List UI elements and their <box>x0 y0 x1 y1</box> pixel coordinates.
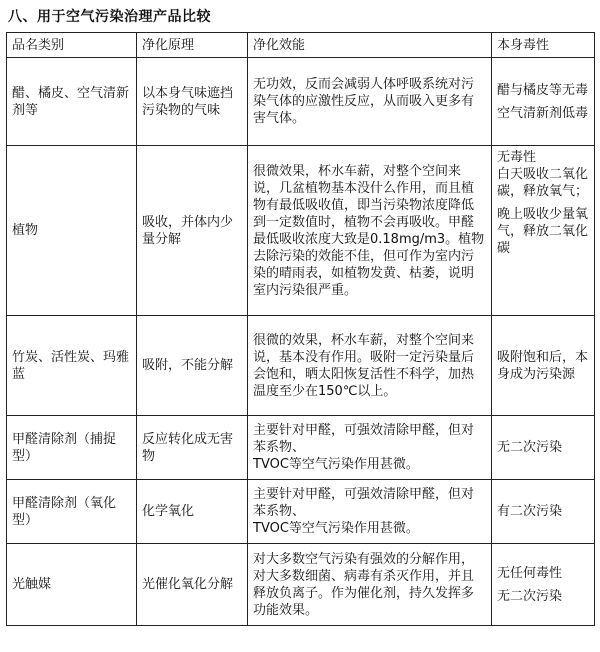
header-efficacy: 净化效能 <box>248 33 492 58</box>
toxicity-line: 无任何毒性 <box>497 565 563 581</box>
efficacy-line: 主要针对甲醛，可强效清除甲醛，但对苯系物、 <box>253 487 475 519</box>
cell-efficacy: 无功效，反而会减弱人体呼吸系统对污染气体的应激性反应，从而吸入更多有害气体。 <box>248 58 492 146</box>
cell-name: 竹炭、活性炭、玛雅蓝 <box>7 316 137 416</box>
efficacy-line: TVOC等空气污染作用甚微。 <box>253 521 419 536</box>
cell-toxicity <box>492 146 595 316</box>
cell-name: 甲醛清除剂（氧化型） <box>7 480 137 544</box>
toxicity-line: 无二次污染 <box>497 588 563 604</box>
toxicity-line: 晚上吸收少量氧气，释放二氧化碳 <box>497 207 589 256</box>
toxicity-line: 空气清新剂低毒 <box>497 105 589 121</box>
cell-name: 甲醛清除剂（捕捉型） <box>7 416 137 480</box>
cell-efficacy: 很微的效果，杯水车薪，对整个空间来说，基本没有作用。吸附一定污染量后会饱和，晒太阳恢复活性不科学，加热温度至少在150℃以上。 <box>248 316 492 416</box>
cell-toxicity: 吸附饱和后，本身成为污染源 <box>492 316 595 416</box>
cell-name: 植物 <box>7 146 137 316</box>
table-row <box>7 146 595 316</box>
cell-principle: 化学氧化 <box>137 480 248 544</box>
table-row <box>7 58 595 146</box>
cell-principle: 反应转化成无害物 <box>137 416 248 480</box>
cell-efficacy <box>248 416 492 480</box>
cell-principle: 光催化氧化分解 <box>137 544 248 626</box>
table-row <box>7 544 595 626</box>
header-principle: 净化原理 <box>137 33 248 58</box>
cell-name: 光触媒 <box>7 544 137 626</box>
table-row <box>7 480 595 544</box>
cell-principle: 吸附，不能分解 <box>137 316 248 416</box>
cell-efficacy: 很微效果，杯水车薪，对整个空间来说，几盆植物基本没什么作用，而且植物有最低吸收值，即当污染物浓度降低到一定数值时，植物不会再吸收。甲醛最低吸收浓度大致是0.18mg/m3。植物去除污染的效能不佳，但可作为室内污染的晴雨表，如植物发黄、枯萎，说明室内污染很严重。 <box>248 146 492 316</box>
table-row <box>7 316 595 416</box>
header-toxicity: 本身毒性 <box>492 33 595 58</box>
header-name: 品名类别 <box>7 33 137 58</box>
cell-efficacy: 对大多数空气污染有强效的分解作用，对大多数细菌、病毒有杀灭作用，并且释放负离子。作为催化剂，持久发挥多功能效果。 <box>248 544 492 626</box>
table-header-row <box>7 33 595 58</box>
table-row <box>7 416 595 480</box>
cell-efficacy <box>248 480 492 544</box>
section-title: 八、用于空气污染治理产品比较 <box>8 9 211 25</box>
toxicity-line: 无毒性 <box>497 150 537 165</box>
efficacy-line: 主要针对甲醛，可强效清除甲醛，但对苯系物、 <box>253 423 475 455</box>
cell-name: 醋、橘皮、空气清新剂等 <box>7 58 137 146</box>
comparison-table <box>6 32 595 626</box>
cell-toxicity <box>492 544 595 626</box>
cell-principle: 以本身气味遮挡污染物的气味 <box>137 58 248 146</box>
cell-principle: 吸收，并体内少量分解 <box>137 146 248 316</box>
efficacy-line: TVOC等空气污染作用甚微。 <box>253 457 419 472</box>
toxicity-line: 白天吸收二氧化碳，释放氧气； <box>497 167 589 199</box>
toxicity-line: 醋与橘皮等无毒 <box>497 82 589 98</box>
cell-toxicity <box>492 58 595 146</box>
cell-toxicity: 有二次污染 <box>492 480 595 544</box>
cell-toxicity: 无二次污染 <box>492 416 595 480</box>
